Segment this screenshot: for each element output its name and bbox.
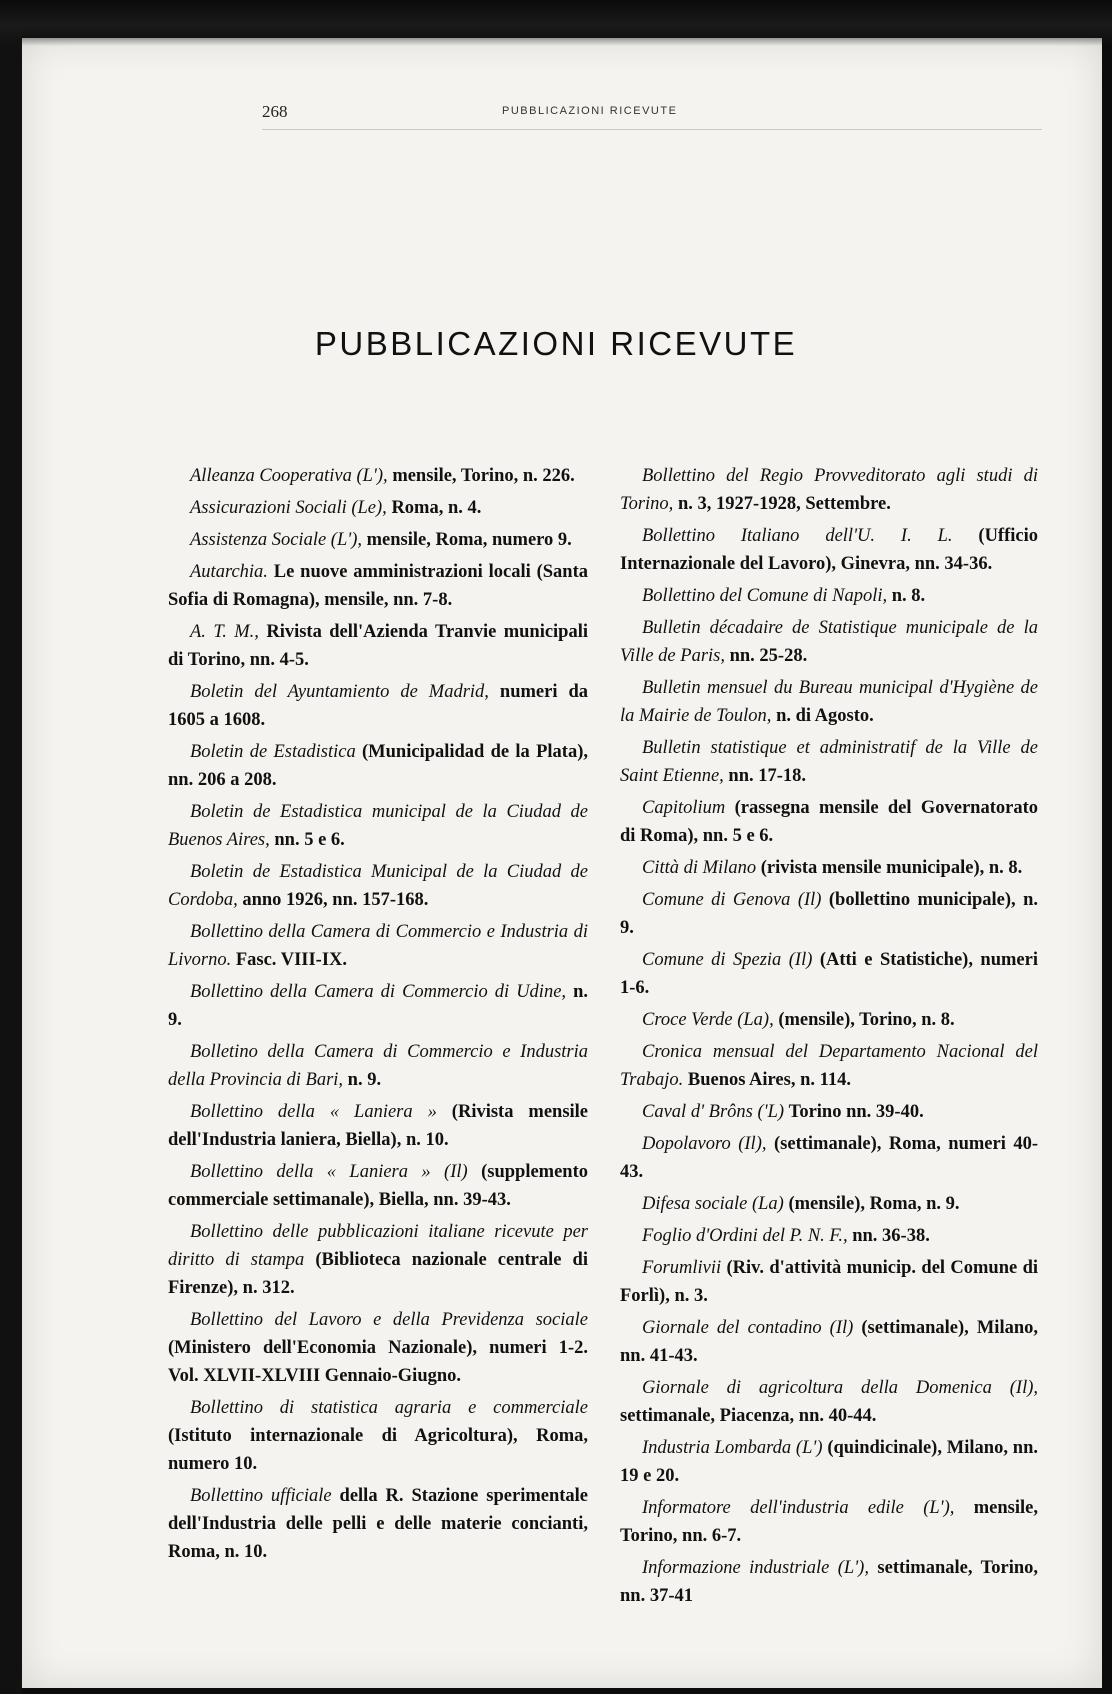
publication-entry <box>620 1374 1038 1430</box>
publication-details: (rivista mensile municipale), n. 8. <box>760 858 1023 878</box>
publication-entry <box>620 462 1038 518</box>
publication-details: mensile, Torino, nn. 6-7. <box>620 1498 1038 1546</box>
publication-entry <box>620 674 1038 730</box>
publication-details: Buenos Aires, n. 114. <box>687 1070 851 1090</box>
publication-title: Informatore dell'industria edile (L'), <box>642 1498 955 1518</box>
publication-details: (Riv. d'attività municip. del Comune di Forlì), n. 3. <box>620 1258 1038 1306</box>
publication-details: (Ministero dell'Economia Nazionale), numeri 1-2. Vol. XLVII-XLVIII Gennaio-Giugno. <box>168 1338 588 1386</box>
publication-title: Bollettino della « Laniera » (Il) <box>190 1162 468 1182</box>
publication-details: (Municipalidad de la Plata), nn. 206 a 208. <box>168 742 588 790</box>
publication-title: Bollettino ufficiale <box>190 1486 332 1506</box>
scan-top-shadow <box>0 0 1112 46</box>
publication-entry <box>168 462 588 490</box>
publication-details: (rassegna mensile del Governatorato di Roma), nn. 5 e 6. <box>620 798 1039 846</box>
publication-title: Foglio d'Ordini del P. N. F., <box>642 1226 848 1246</box>
page-number: 268 <box>262 102 288 121</box>
publication-title: Dopolavoro (Il), <box>642 1134 767 1154</box>
publication-entry <box>168 1158 588 1214</box>
publication-details: nn. 5 e 6. <box>274 830 345 850</box>
publication-entry <box>168 798 588 854</box>
publication-details: (supplemento commerciale settimanale), Biella, nn. 39-43. <box>168 1162 588 1210</box>
publication-details: (settimanale), Milano, nn. 41-43. <box>620 1318 1039 1366</box>
publication-entry <box>168 494 588 522</box>
publication-title: Bulletin mensuel du Bureau municipal d'Hygiène de la Mairie de Toulon, <box>620 678 1038 726</box>
publication-title: Bollettino del Comune di Napoli, <box>642 586 888 606</box>
publication-details: anno 1926, nn. 157-168. <box>242 890 429 910</box>
publication-details: Rivista dell'Azienda Tranvie municipali di Torino, nn. 4-5. <box>168 622 588 670</box>
publication-title: Bollettino della Camera di Commercio e Industria di Livorno. <box>168 922 588 970</box>
page-title: PUBBLICAZIONI RICEVUTE <box>314 325 798 362</box>
publication-title: Informazione industriale (L'), <box>642 1558 869 1578</box>
publication-details: n. 9. <box>168 982 588 1030</box>
publication-entry <box>620 1098 1038 1126</box>
publication-title: Cronica mensual del Departamento Nacional del Trabajo. <box>620 1042 1038 1090</box>
publication-details: Le nuove amministrazioni locali (Santa Sofia di Romagna), mensile, nn. 7-8. <box>168 562 588 610</box>
publication-entry <box>620 1222 1038 1250</box>
publication-title: Forumlivii <box>642 1258 722 1278</box>
publication-entry <box>620 1494 1038 1550</box>
publication-entry <box>620 1130 1038 1186</box>
publication-details: mensile, Roma, numero 9. <box>366 530 572 550</box>
publication-title: Caval d' Brôns ('L) <box>642 1102 785 1122</box>
publication-details: (Istituto internazionale di Agricoltura), Roma, numero 10. <box>168 1426 588 1474</box>
publication-details: (mensile), Torino, n. 8. <box>778 1010 955 1030</box>
publication-entry <box>620 794 1038 850</box>
publication-title: Boletin de Estadistica Municipal de la Ciudad de Cordoba, <box>168 862 588 910</box>
running-title: PUBBLICAZIONI RICEVUTE <box>502 105 678 117</box>
publication-title: Bollettino Italiano dell'U. I. L. <box>642 526 953 546</box>
publication-entry <box>620 946 1038 1002</box>
publication-details: Roma, n. 4. <box>391 498 482 518</box>
publication-details: nn. 17-18. <box>728 766 807 786</box>
publication-entry <box>620 1006 1038 1034</box>
publication-details: n. 8. <box>891 586 926 606</box>
publication-details: (Biblioteca nazionale centrale di Firenze), n. 312. <box>168 1250 588 1298</box>
publication-details: (mensile), Roma, n. 9. <box>788 1194 960 1214</box>
publication-title: Assicurazioni Sociali (Le), <box>190 498 387 518</box>
publication-details: nn. 25-28. <box>729 646 808 666</box>
publication-entry <box>168 1218 588 1302</box>
publication-entry <box>168 558 588 614</box>
publication-entry <box>620 1314 1038 1370</box>
publication-entry <box>620 1434 1038 1490</box>
publication-entry <box>620 886 1038 942</box>
publication-entry <box>168 618 588 674</box>
publication-details: numeri da 1605 a 1608. <box>168 682 588 730</box>
publication-details: settimanale, Torino, nn. 37-41 <box>620 1558 1039 1606</box>
publication-details: Fasc. VIII-IX. <box>235 950 348 970</box>
publication-title: Bolletino della Camera di Commercio e Industria della Provincia di Bari, <box>168 1042 588 1090</box>
publication-entry <box>620 1254 1038 1310</box>
publication-details: n. 9. <box>347 1070 382 1090</box>
publication-entry <box>620 614 1038 670</box>
publication-title: Giornale del contadino (Il) <box>642 1318 854 1338</box>
publication-entry <box>168 1394 588 1478</box>
publication-details: settimanale, Piacenza, nn. 40-44. <box>620 1406 877 1426</box>
publication-title: Comune di Genova (Il) <box>642 890 822 910</box>
publication-title: Bollettino della Camera di Commercio di Udine, <box>190 982 567 1002</box>
publication-entry <box>620 1554 1038 1610</box>
publication-entry <box>620 1190 1038 1218</box>
publication-details: (bollettino municipale), n. 9. <box>620 890 1038 938</box>
publication-title: Industria Lombarda (L') <box>642 1438 823 1458</box>
publication-details: della R. Stazione sperimentale dell'Industria delle pelli e delle materie concianti, Roma, n. 10. <box>168 1486 589 1562</box>
publication-title: A. T. M., <box>190 622 259 642</box>
publication-entry <box>168 738 588 794</box>
publication-title: Croce Verde (La), <box>642 1010 774 1030</box>
publication-title: Bulletin statistique et administratif de la Ville de Saint Etienne, <box>620 738 1038 786</box>
publication-title: Boletin de Estadistica municipal de la Ciudad de Buenos Aires, <box>168 802 588 850</box>
publication-details: n. 3, 1927-1928, Settembre. <box>677 494 891 514</box>
publication-details: Torino nn. 39-40. <box>788 1102 924 1122</box>
header-rule <box>262 129 1042 130</box>
publication-details: mensile, Torino, n. 226. <box>392 466 575 486</box>
right-column <box>620 462 1038 1614</box>
publication-entry <box>620 522 1038 578</box>
publication-entry <box>168 678 588 734</box>
publication-title: Bollettino di statistica agraria e commerciale <box>190 1398 588 1418</box>
publication-title: Comune di Spezia (Il) <box>642 950 813 970</box>
publication-entry <box>168 1482 588 1566</box>
publication-details: nn. 36-38. <box>852 1226 930 1246</box>
publication-title: Boletin del Ayuntamiento de Madrid, <box>190 682 489 702</box>
publication-title: Assistenza Sociale (L'), <box>190 530 362 550</box>
publication-title: Bollettino del Lavoro e della Previdenza sociale <box>190 1310 588 1330</box>
publication-details: (Rivista mensile dell'Industria laniera, Biella), n. 10. <box>168 1102 589 1150</box>
publication-entry <box>168 918 588 974</box>
publication-entry <box>168 858 588 914</box>
publication-entry <box>620 854 1038 882</box>
publication-title: Boletin de Estadistica <box>190 742 356 762</box>
publication-entry <box>620 734 1038 790</box>
publication-title: Città di Milano <box>642 858 757 878</box>
publication-entry <box>168 526 588 554</box>
publication-entry <box>620 582 1038 610</box>
publication-title: Bollettino della « Laniera » <box>190 1102 437 1122</box>
publication-title: Bollettino del Regio Provveditorato agli studi di Torino, <box>620 466 1038 514</box>
publication-title: Difesa sociale (La) <box>642 1194 784 1214</box>
publication-entry <box>168 978 588 1034</box>
publication-title: Giornale di agricoltura della Domenica (Il), <box>642 1378 1038 1398</box>
publication-title: Bollettino delle pubblicazioni italiane ricevute per diritto di stampa <box>168 1222 588 1270</box>
publication-title: Capitolium <box>642 798 726 818</box>
left-column <box>168 462 588 1570</box>
publication-details: (quindicinale), Milano, nn. 19 e 20. <box>620 1438 1038 1486</box>
publication-details: (settimanale), Roma, numeri 40-43. <box>620 1134 1038 1182</box>
publication-title: Bulletin décadaire de Statistique municipale de la Ville de Paris, <box>620 618 1038 666</box>
publication-details: (Ufficio Internazionale del Lavoro), Ginevra, nn. 34-36. <box>620 526 1038 574</box>
running-head <box>262 102 1062 126</box>
publication-entry <box>620 1038 1038 1094</box>
scan-left-edge <box>0 0 22 1694</box>
publication-title: Alleanza Cooperativa (L'), <box>190 466 388 486</box>
publication-entry <box>168 1306 588 1390</box>
publication-details: (Atti e Statistiche), numeri 1-6. <box>620 950 1038 998</box>
publication-title: Autarchia. <box>190 562 268 582</box>
publication-details: n. di Agosto. <box>776 706 874 726</box>
publication-entry <box>168 1098 588 1154</box>
publication-entry <box>168 1038 588 1094</box>
